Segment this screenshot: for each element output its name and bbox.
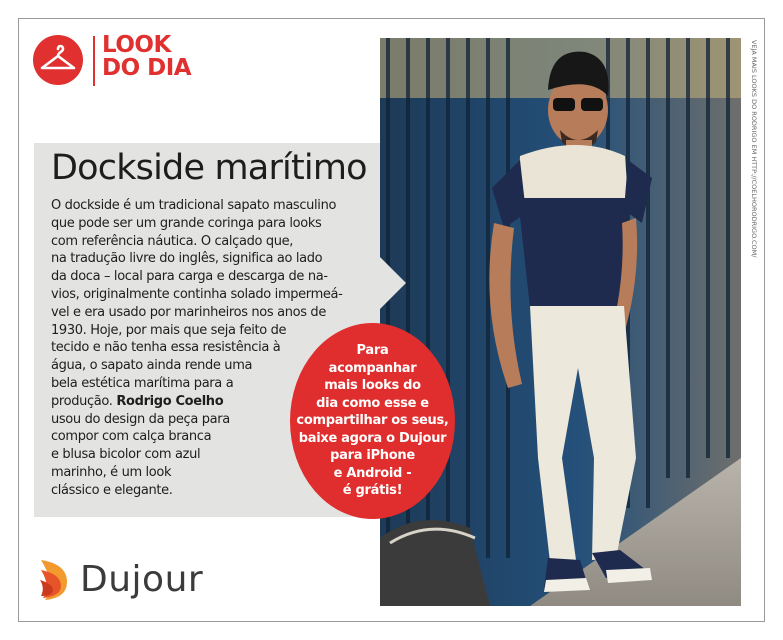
promo-line: para iPhone	[330, 448, 415, 464]
promo-line: mais looks do	[324, 378, 421, 394]
promo-line: e Android -	[333, 465, 412, 481]
model-photo	[380, 38, 741, 606]
brand-name: Dujour	[80, 559, 204, 600]
article-line: vel e era usado por marinheiros nos anos de	[51, 304, 326, 320]
promo-line: baixe agora o Dujour	[298, 430, 447, 446]
article-pointer	[380, 257, 406, 309]
article-line: e blusa bicolor com azul	[51, 447, 201, 463]
promo-badge	[290, 323, 455, 519]
article-line: vios, originalmente continha solado impermeá-	[51, 286, 343, 302]
promo-line: é grátis!	[342, 483, 403, 499]
person-name: Rodrigo Coelho	[116, 393, 224, 409]
promo-line: Para	[356, 343, 389, 359]
promo-line: dia como esse e	[316, 395, 429, 411]
article-line: compor com calça branca	[51, 429, 212, 445]
hanger-icon	[33, 35, 83, 85]
article-line: na tradução livre do inglês, significa ao lado	[51, 251, 323, 267]
section-title-line1: LOOK	[102, 32, 171, 58]
article-line: O dockside é um tradicional sapato masculino	[51, 198, 337, 213]
article-line: 1930. Hoje, por mais que seja feito de	[51, 322, 287, 338]
article-line: bela estética marítima para a	[51, 375, 234, 391]
article-headline: Dockside marítimo	[51, 148, 367, 188]
article-line-prefix: produção.	[51, 393, 117, 409]
article-line: com referência náutica. O calçado que,	[51, 233, 294, 249]
article-line: tecido e não tenha essa resistência à	[51, 340, 281, 356]
photo-credit: VEJA MAIS LOOKS DO RODRIGO EM HTTP://COELHORODRIGO.COM/	[750, 40, 758, 258]
article-line: usou do design da peça para	[51, 411, 230, 427]
article-line: que pode ser um grande coringa para looks	[51, 215, 322, 231]
article-line: clássico e elegante.	[51, 482, 173, 498]
section-title-line2: DO DIA	[102, 55, 192, 81]
header-divider	[93, 36, 95, 86]
promo-line: compartilhar os seus,	[296, 413, 449, 429]
promo-line: acompanhar	[328, 360, 417, 376]
article-line: da doca – local para carga e descarga de na-	[51, 269, 328, 285]
section-title	[102, 34, 191, 80]
article-line: marinho, é um look	[51, 464, 172, 480]
article-line: água, o sapato ainda rende uma	[51, 358, 253, 374]
dujour-logo-icon	[37, 556, 73, 607]
